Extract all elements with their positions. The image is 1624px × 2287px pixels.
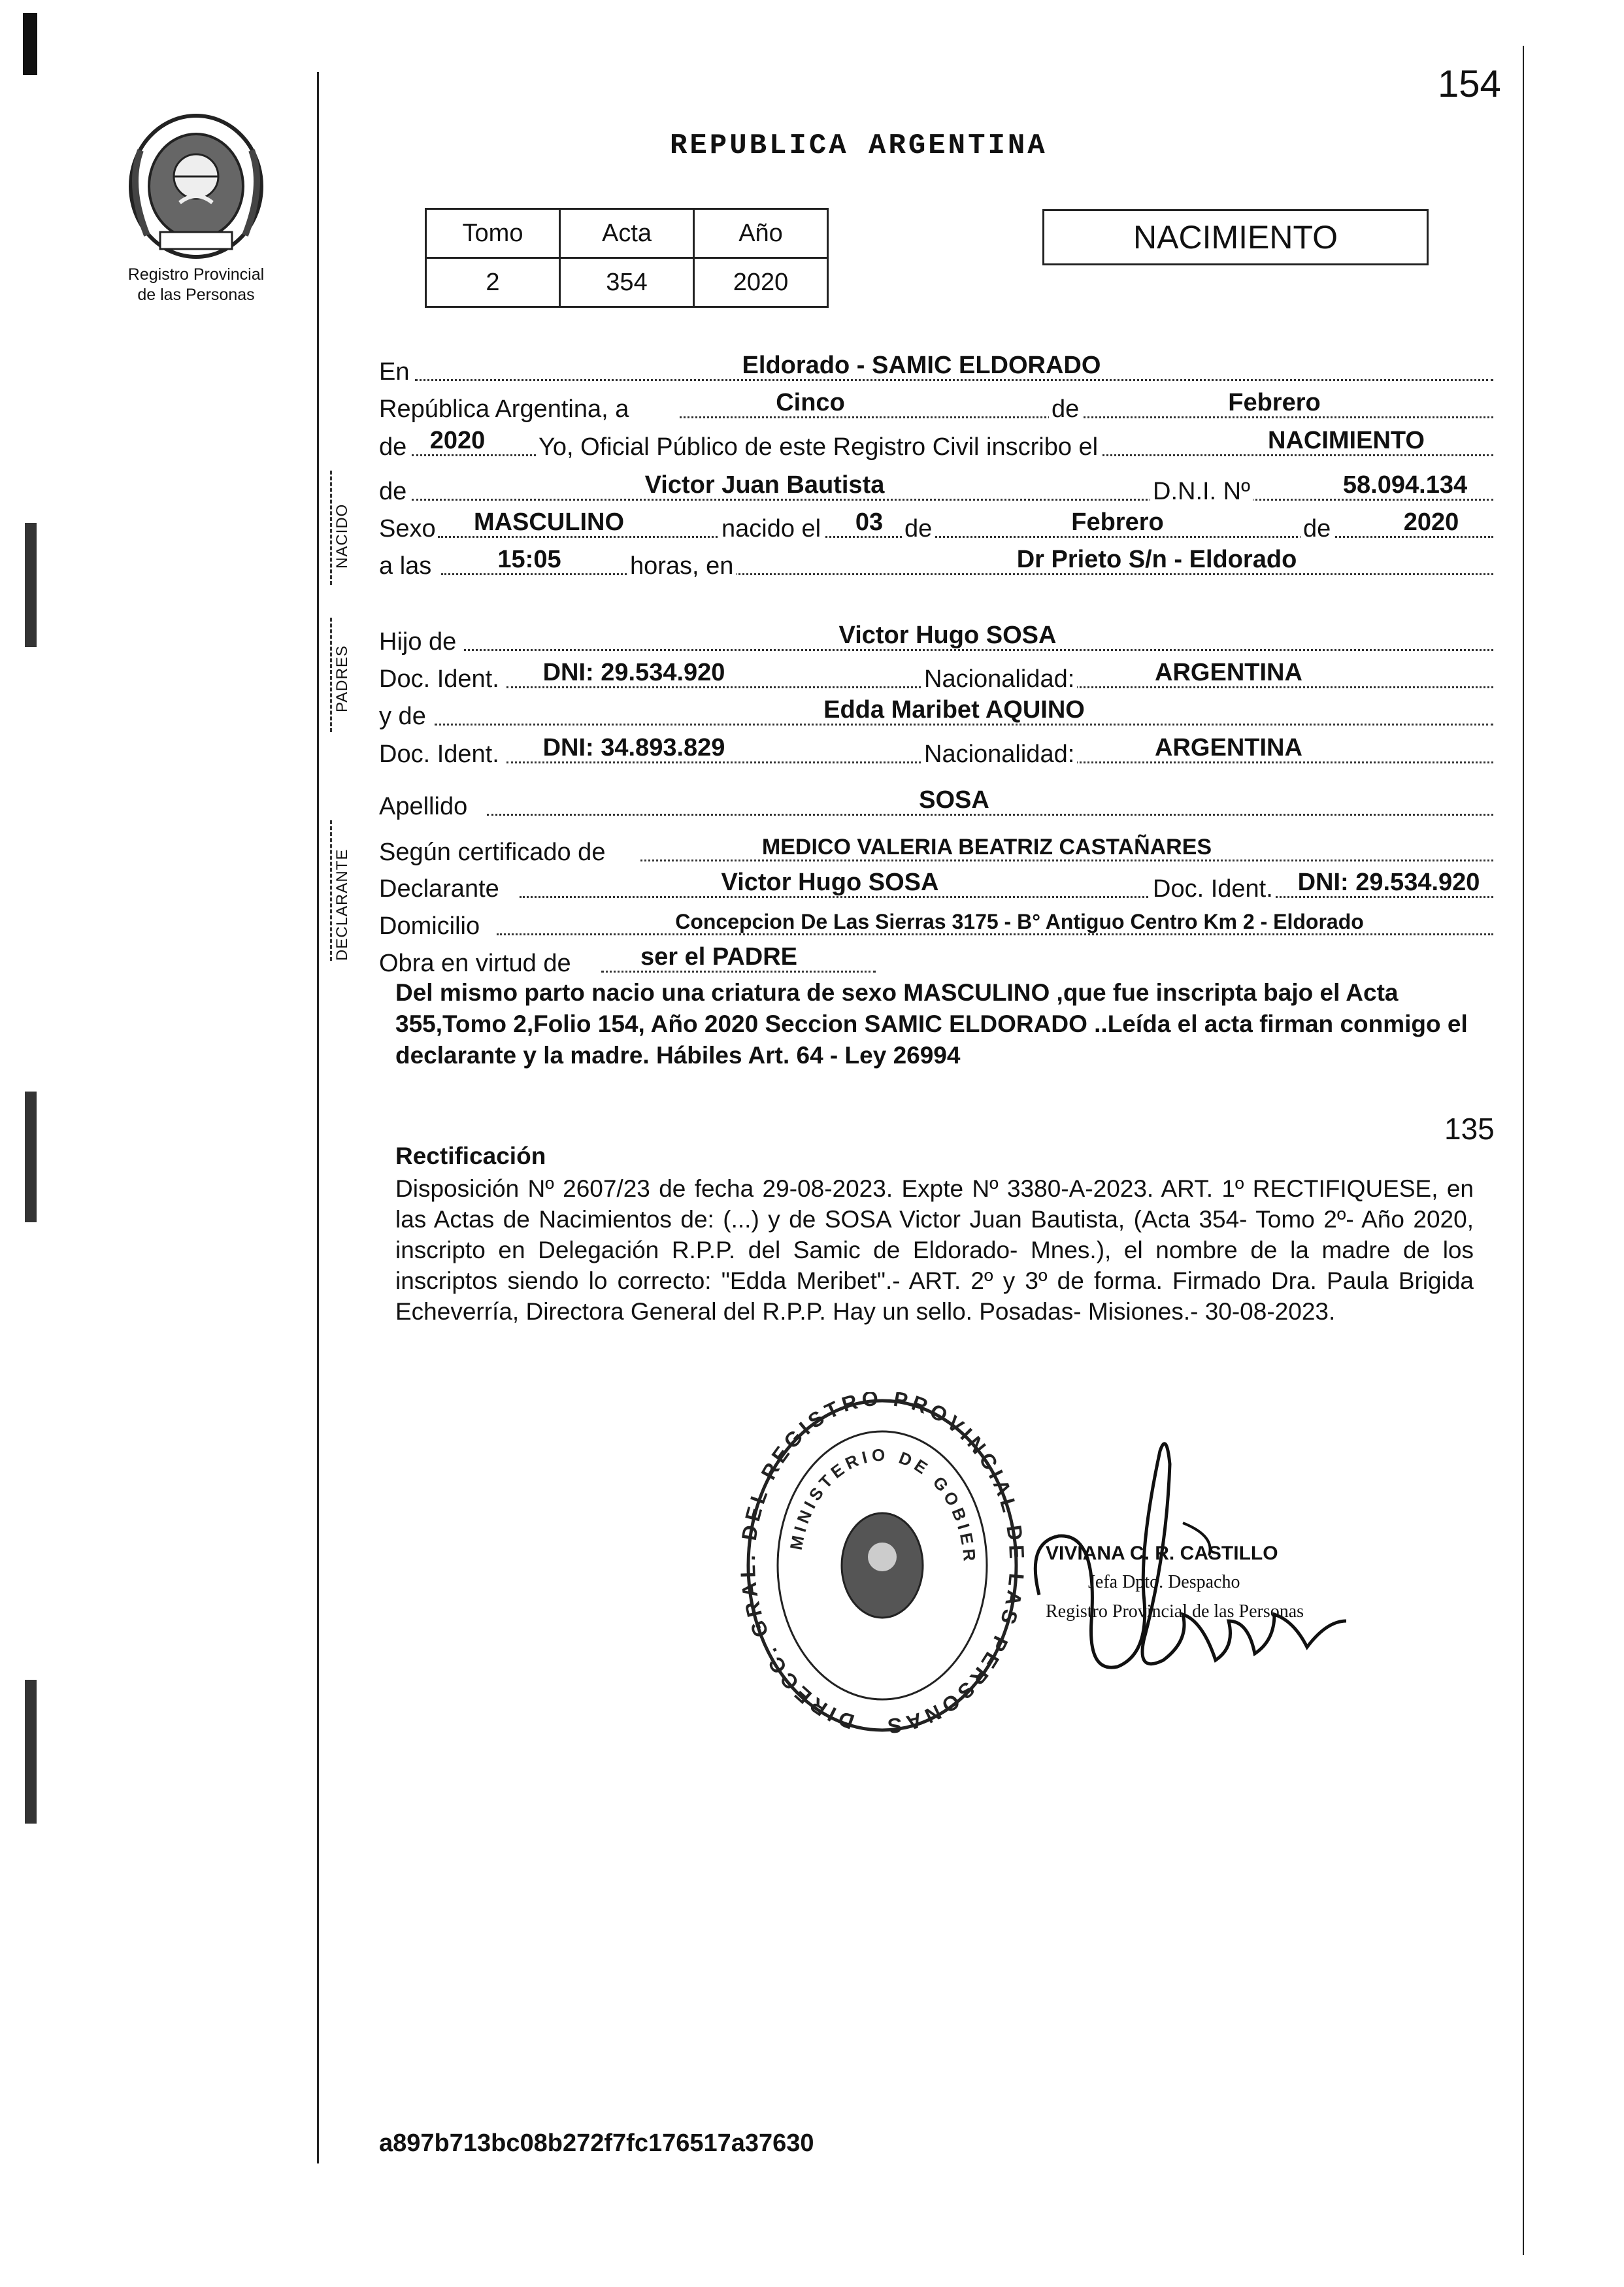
side-label-nacido: NACIDO [333,503,351,569]
row-anio-oficial [379,425,1493,461]
value-acto: NACIMIENTO [1268,427,1425,454]
signer-office: Registro Provincial de las Personas [1046,1601,1304,1622]
stamp-inner-text: MINISTERIO DE GOBIER [786,1444,980,1566]
row-fecha [379,387,1493,424]
act-type-box: NACIMIENTO [1042,209,1429,265]
value-madre-doc: DNI: 34.893.829 [542,734,725,761]
value-hora: 15:05 [497,546,561,573]
scan-mark [25,1680,37,1824]
value-lugar-nacimiento: Dr Prieto S/n - Eldorado [1016,546,1297,573]
left-margin-line [317,72,319,2163]
value-anio-nacimiento: 2020 [1403,509,1459,536]
value-padre-doc: DNI: 29.534.920 [542,659,725,686]
value-madre: Edda Maribet AQUINO [823,696,1085,724]
header-anio: Año [694,209,828,258]
label-de2: de [379,433,407,461]
header-acta: Acta [560,209,694,258]
misiones-seal-icon [121,111,271,261]
label-oficial: Yo, Oficial Público de este Registro Civil inscribo el [536,433,1101,461]
register-header-row [426,209,828,258]
page-number: 154 [1438,63,1501,105]
rectificacion-body: Disposición Nº 2607/23 de fecha 29-08-2023. Expte Nº 3380-A-2023. ART. 1º RECTIFIQUESE, en las Actas de Nacimientos de: (...) y de SOSA Victor Juan Bautista, (Acta 354- Tomo 2º- Año 2020, inscripto en Delegación R.P.P. del Samic de Eldorado- Mnes.), el nombre de la madre de los inscriptos siendo lo correcto: "Edda Meribet".- ART. 2º y 3º de forma. Firmado Dra. Paula Brigida Echeverría, Directora General del R.P.P. Hay un sello. Posadas- Misiones.- 30-08-2023. [395,1175,1474,1325]
row-en [379,350,1493,386]
row-sexo [379,507,1493,543]
label-de: de [1049,395,1082,424]
register-table [425,208,829,308]
rectificacion-number: 135 [1444,1112,1495,1146]
value-apellido: SOSA [919,786,989,814]
label-madre-nacionalidad: Nacionalidad: [921,741,1077,769]
signer-role: Jefa Dpto. Despacho [1088,1572,1240,1592]
document-title: REPUBLICA ARGENTINA [670,129,1048,162]
stamp-ring-text: DIRECC. GRA DEL REGISTRO PROVINCIAL D LAS PERSONAS [738,1392,1026,1739]
label-declarante: Declarante [379,875,499,903]
label-nombre: de [379,478,407,505]
row-domicilio [379,904,1493,941]
scan-mark [25,523,37,647]
seal-label-line1: Registro Provincial [127,265,265,284]
value-madre-nacionalidad: ARGENTINA [1155,734,1302,761]
registro-stamp-icon [738,1392,1026,1745]
label-padre-nacionalidad: Nacionalidad: [921,665,1077,693]
official-stamp [738,1392,1026,1745]
label-segun: Según certificado de [379,839,606,866]
value-dni: 58.094.134 [1342,471,1468,499]
label-declarante-doc: Doc. Ident. [1150,875,1276,903]
label-domicilio: Domicilio [379,912,480,940]
row-apellido [379,784,1493,821]
value-lugar-inscripcion: Eldorado - SAMIC ELDORADO [742,352,1101,379]
row-declarante [379,867,1493,903]
row-nombre [379,469,1493,506]
label-birth-de: de [902,515,935,543]
row-madre [379,694,1493,731]
value-nombre: Victor Juan Bautista [644,471,885,499]
row-obra [379,941,1493,978]
value-anio-inscripcion: 2020 [429,427,486,454]
value-mes: Febrero [1228,389,1321,416]
label-dni: D.N.I. Nº [1150,478,1253,506]
label-padre-doc: Doc. Ident. [379,665,499,693]
row-padre-doc [379,657,1493,693]
value-sexo: MASCULINO [473,509,625,536]
label-nacido-el: nacido el [719,515,823,543]
document-hash: a897b713bc08b272f7fc176517a37630 [379,2129,814,2157]
value-mes-nacimiento: Febrero [1071,509,1164,536]
label-horas-en: horas, en [627,552,736,580]
scan-mark [25,1092,37,1222]
label-republica: República Argentina, a [379,395,629,423]
seal-label-line2: de las Personas [137,286,255,304]
label-birth-de2: de [1301,515,1333,543]
row-madre-doc [379,732,1493,769]
signer-name: VIVIANA C. R. CASTILLO [1046,1543,1278,1564]
observacion-text: Del mismo parto nacio una criatura de sexo MASCULINO ,que fue inscripta bajo el Acta 355,Tomo 2,Folio 154, Año 2020 Seccion SAMIC ELDORADO ..Leída el acta firman conmigo el declarante y la madre. Hábiles Art. 64 - Ley 26994 [395,979,1468,1069]
value-tomo: 2 [426,258,560,307]
right-margin-line [1523,46,1524,2255]
side-label-declarante: DECLARANTE [333,848,351,961]
value-obra: ser el PADRE [640,943,798,971]
label-en: En [379,358,410,386]
register-value-row [426,258,828,307]
header-tomo: Tomo [426,209,560,258]
label-hijo-de: Hijo de [379,628,457,656]
value-anio: 2020 [694,258,828,307]
side-label-padres: PADRES [333,645,351,712]
value-dia: Cinco [776,389,845,416]
row-hora [379,544,1493,580]
label-obra: Obra en virtud de [379,950,571,977]
value-certificado: MEDICO VALERIA BEATRIZ CASTAÑARES [761,835,1212,860]
value-padre: Victor Hugo SOSA [838,622,1057,649]
value-declarante: Victor Hugo SOSA [721,869,939,896]
value-declarante-doc: DNI: 29.534.920 [1297,869,1480,896]
label-sexo: Sexo [379,515,436,543]
rectificacion-title: Rectificación [395,1143,546,1169]
row-padre [379,620,1493,656]
provincial-seal [121,111,271,261]
value-acta: 354 [560,258,694,307]
label-apellido: Apellido [379,793,468,820]
value-padre-nacionalidad: ARGENTINA [1155,659,1302,686]
value-dia-nacimiento: 03 [855,509,884,536]
label-madre-doc: Doc. Ident. [379,741,499,768]
seal-label [98,265,294,305]
row-certificado [379,830,1493,867]
label-a-las: a las [379,552,432,580]
scan-mark [23,13,37,75]
value-domicilio: Concepcion De Las Sierras 3175 - B° Antiguo Centro Km 2 - Eldorado [675,910,1364,933]
label-y-de: y de [379,703,426,730]
